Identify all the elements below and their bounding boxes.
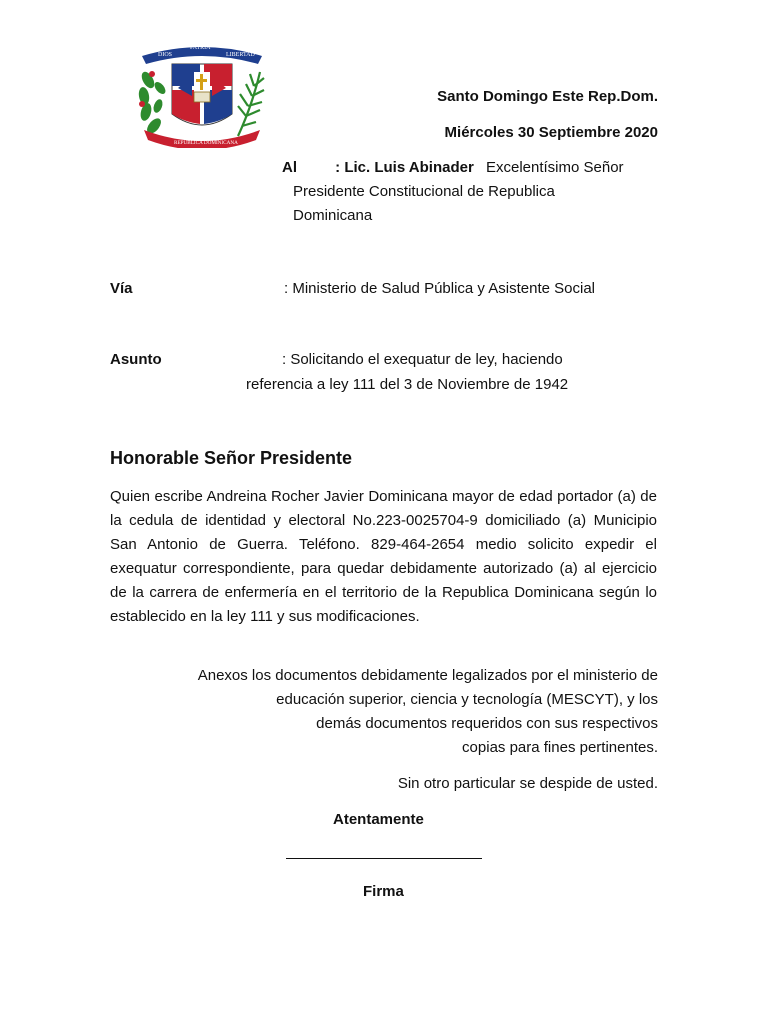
regards: Atentamente (333, 811, 424, 828)
addressee-name: : Lic. Luis Abinader (335, 159, 474, 176)
closing-line: Sin otro particular se despide de usted. (397, 775, 658, 792)
via-value: : Ministerio de Salud Pública y Asistente Social (284, 280, 595, 297)
subject-label: Asunto (110, 351, 162, 368)
addressee-title: Excelentísimo Señor (485, 159, 624, 176)
subject-line1: : Solicitando el exequatur de ley, haciendo (282, 351, 563, 368)
annex-line3: demás documentos requeridos con sus respectivos (316, 715, 658, 732)
addressee-line (282, 156, 624, 180)
seal-banner-right: LIBERTAD (226, 52, 255, 58)
annex-line4: copias para fines pertinentes. (462, 739, 658, 756)
via-label: Vía (110, 280, 133, 297)
signature-line (286, 858, 482, 859)
addressee-title-line2: Presidente Constitucional de Republica (293, 183, 555, 200)
seal-banner-left: DIOS (158, 52, 173, 58)
signature-label: Firma (363, 883, 404, 900)
salutation: Honorable Señor Presidente (110, 448, 353, 468)
letter-place: Santo Domingo Este Rep.Dom. (437, 88, 658, 105)
seal-ribbon-text: REPUBLICA DOMINICANA (174, 140, 238, 146)
letter-date: Miércoles 30 Septiembre 2020 (444, 124, 658, 141)
seal-banner-center: PATRIA (190, 45, 211, 51)
letter-body: Quien escribe Andreina Rocher Javier Dominicana mayor de edad portador (a) de la cedula de identidad y electoral No.223-0025704-9 domiciliado (a) Municipio San Antonio de Guerra. Teléfono. 829-464-2654 medio solicito expedir el exequatur correspondiente, para quedar debidamente autorizado (a) al ejercicio de la carrera de enfermería en el territorio de la Republica Dominicana según lo establecido en la ley 111 y sus modificaciones. (110, 488, 657, 625)
coat-of-arms-seal (134, 36, 270, 148)
addressee-label: Al (282, 159, 297, 176)
annex-line2: educación superior, ciencia y tecnología (MESCYT), y los (276, 691, 658, 708)
addressee-title-line3: Dominicana (293, 207, 373, 224)
annex-line1: Anexos los documentos debidamente legalizados por el ministerio de (197, 667, 658, 684)
subject-line2: referencia a ley 111 del 3 de Noviembre de 1942 (246, 376, 569, 393)
